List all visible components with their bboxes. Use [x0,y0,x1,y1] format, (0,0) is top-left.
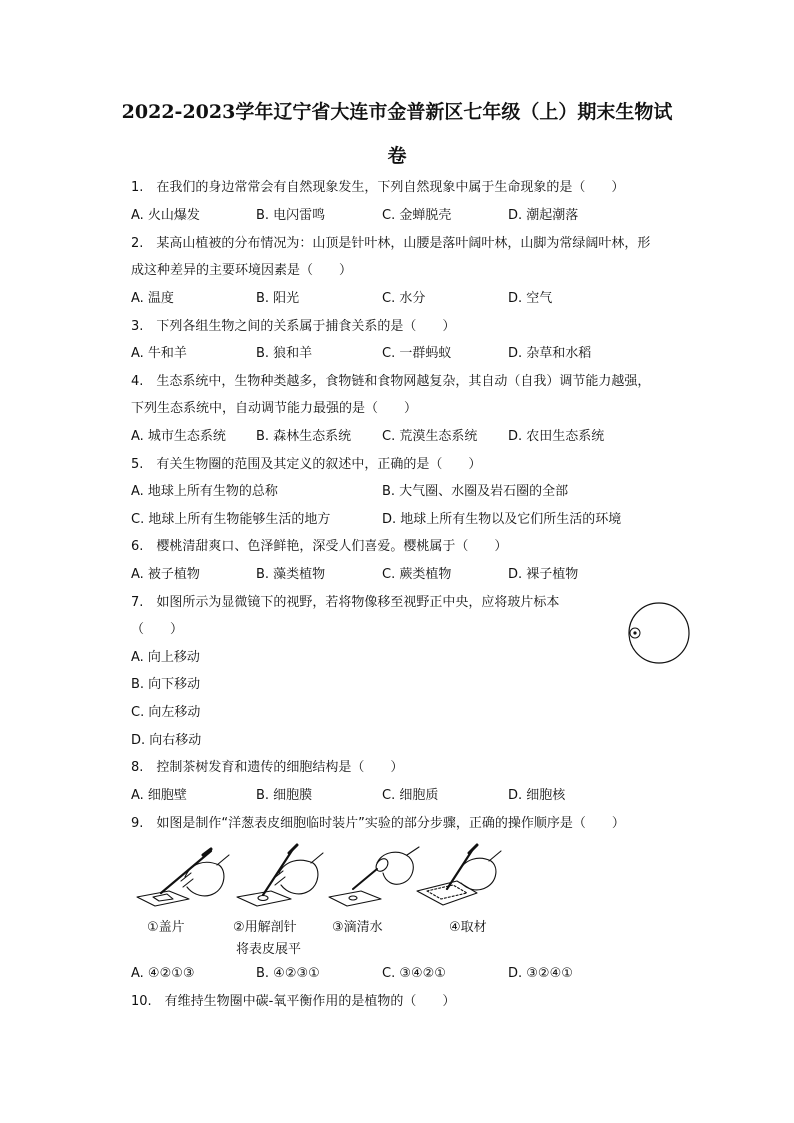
q6-option-c: C. 蕨类植物 [382,567,452,582]
q4-stem-line1: 4. 生态系统中，生物种类越多，食物链和食物网越复杂，其自动（自我）调节能力越强， [131,374,651,389]
step1-coverslip-illustration [137,849,229,906]
q7-option-c: C. 向左移动 [131,705,201,720]
step3-dropper-illustration [329,847,419,906]
slide-preparation-figure [133,843,503,909]
exam-title-line2: 卷 [387,145,407,167]
q9-option-a: A. ④②①③ [131,966,195,981]
specimen-dot [633,631,636,634]
q6-option-b: B. 藻类植物 [256,567,326,582]
q2-option-d: D. 空气 [508,291,553,306]
step4-take-material-illustration [417,845,501,905]
q7-stem-line1: 7. 如图所示为显微镜下的视野，若将物像移至视野正中央，应将玻片标本 [131,595,560,610]
q7-stem-line2: （ ） [131,622,184,637]
q2-stem-line1: 2. 某高山植被的分布情况为：山顶是针叶林，山腰是落叶阔叶林，山脚为常绿阔叶林，形 [131,236,651,251]
q4-option-a: A. 城市生态系统 [131,429,226,444]
q2-option-a: A. 温度 [131,291,174,306]
q2-option-b: B. 阳光 [256,291,300,306]
q2-option-c: C. 水分 [382,291,426,306]
q4-stem-line2: 下列生态系统中，自动调节能力最强的是（ ） [131,401,418,416]
q1-option-a: A. 火山爆发 [131,208,200,223]
q10-stem: 10. 有维持生物圈中碳-氧平衡作用的是植物的（ ） [131,994,456,1009]
q9-caption-1: ①盖片 [147,920,185,935]
q5-stem: 5. 有关生物圈的范围及其定义的叙述中，正确的是（ ） [131,457,482,472]
q3-stem: 3. 下列各组生物之间的关系属于捕食关系的是（ ） [131,319,456,334]
q6-option-d: D. 裸子植物 [508,567,579,582]
exam-title-line1: 2022-2023学年辽宁省大连市金普新区七年级（上）期末生物试 [121,101,673,123]
q7-option-d: D. 向右移动 [131,733,202,748]
q9-caption-2a: ②用解剖针 [233,920,297,935]
q5-option-b: B. 大气圈、水圈及岩石圈的全部 [382,484,569,499]
q9-stem: 9. 如图是制作“洋葱表皮细胞临时装片”实验的部分步骤，正确的操作顺序是（ ） [131,816,625,831]
q1-option-c: C. 金蝉脱壳 [382,208,452,223]
q1-option-b: B. 电闪雷鸣 [256,208,326,223]
q6-option-a: A. 被子植物 [131,567,200,582]
q1-option-d: D. 潮起潮落 [508,208,579,223]
q3-option-a: A. 牛和羊 [131,346,187,361]
q9-caption-3: ③滴清水 [332,920,383,935]
q3-option-d: D. 杂草和水稻 [508,346,592,361]
q8-option-c: C. 细胞质 [382,788,439,803]
q8-option-d: D. 细胞核 [508,788,566,803]
q5-option-a: A. 地球上所有生物的总称 [131,484,278,499]
q9-option-b: B. ④②③① [256,966,320,981]
q8-option-b: B. 细胞膜 [256,788,313,803]
q7-option-a: A. 向上移动 [131,650,200,665]
q5-option-c: C. 地球上所有生物能够生活的地方 [131,512,331,527]
q8-option-a: A. 细胞壁 [131,788,187,803]
q5-option-d: D. 地球上所有生物以及它们所生活的环境 [382,512,622,527]
field-of-view-circle [629,603,689,663]
q9-option-d: D. ③②④① [508,966,573,981]
q2-stem-line2: 成这种差异的主要环境因素是（ ） [131,263,353,278]
q9-option-c: C. ③④②① [382,966,446,981]
step2-needle-illustration [237,845,323,906]
q6-stem: 6. 樱桃清甜爽口、色泽鲜艳，深受人们喜爱。樱桃属于（ ） [131,539,508,554]
q9-caption-4: ④取材 [449,920,487,935]
q4-option-d: D. 农田生态系统 [508,429,605,444]
q3-option-b: B. 狼和羊 [256,346,313,361]
q4-option-c: C. 荒漠生态系统 [382,429,478,444]
q7-option-b: B. 向下移动 [131,677,201,692]
q3-option-c: C. 一群蚂蚁 [382,346,452,361]
q8-stem: 8. 控制茶树发育和遗传的细胞结构是（ ） [131,760,404,775]
microscope-field-figure [624,601,694,667]
q1-stem: 1. 在我们的身边常常会有自然现象发生，下列自然现象中属于生命现象的是（ ） [131,180,625,195]
q9-caption-2b: 将表皮展平 [236,942,302,957]
q4-option-b: B. 森林生态系统 [256,429,352,444]
